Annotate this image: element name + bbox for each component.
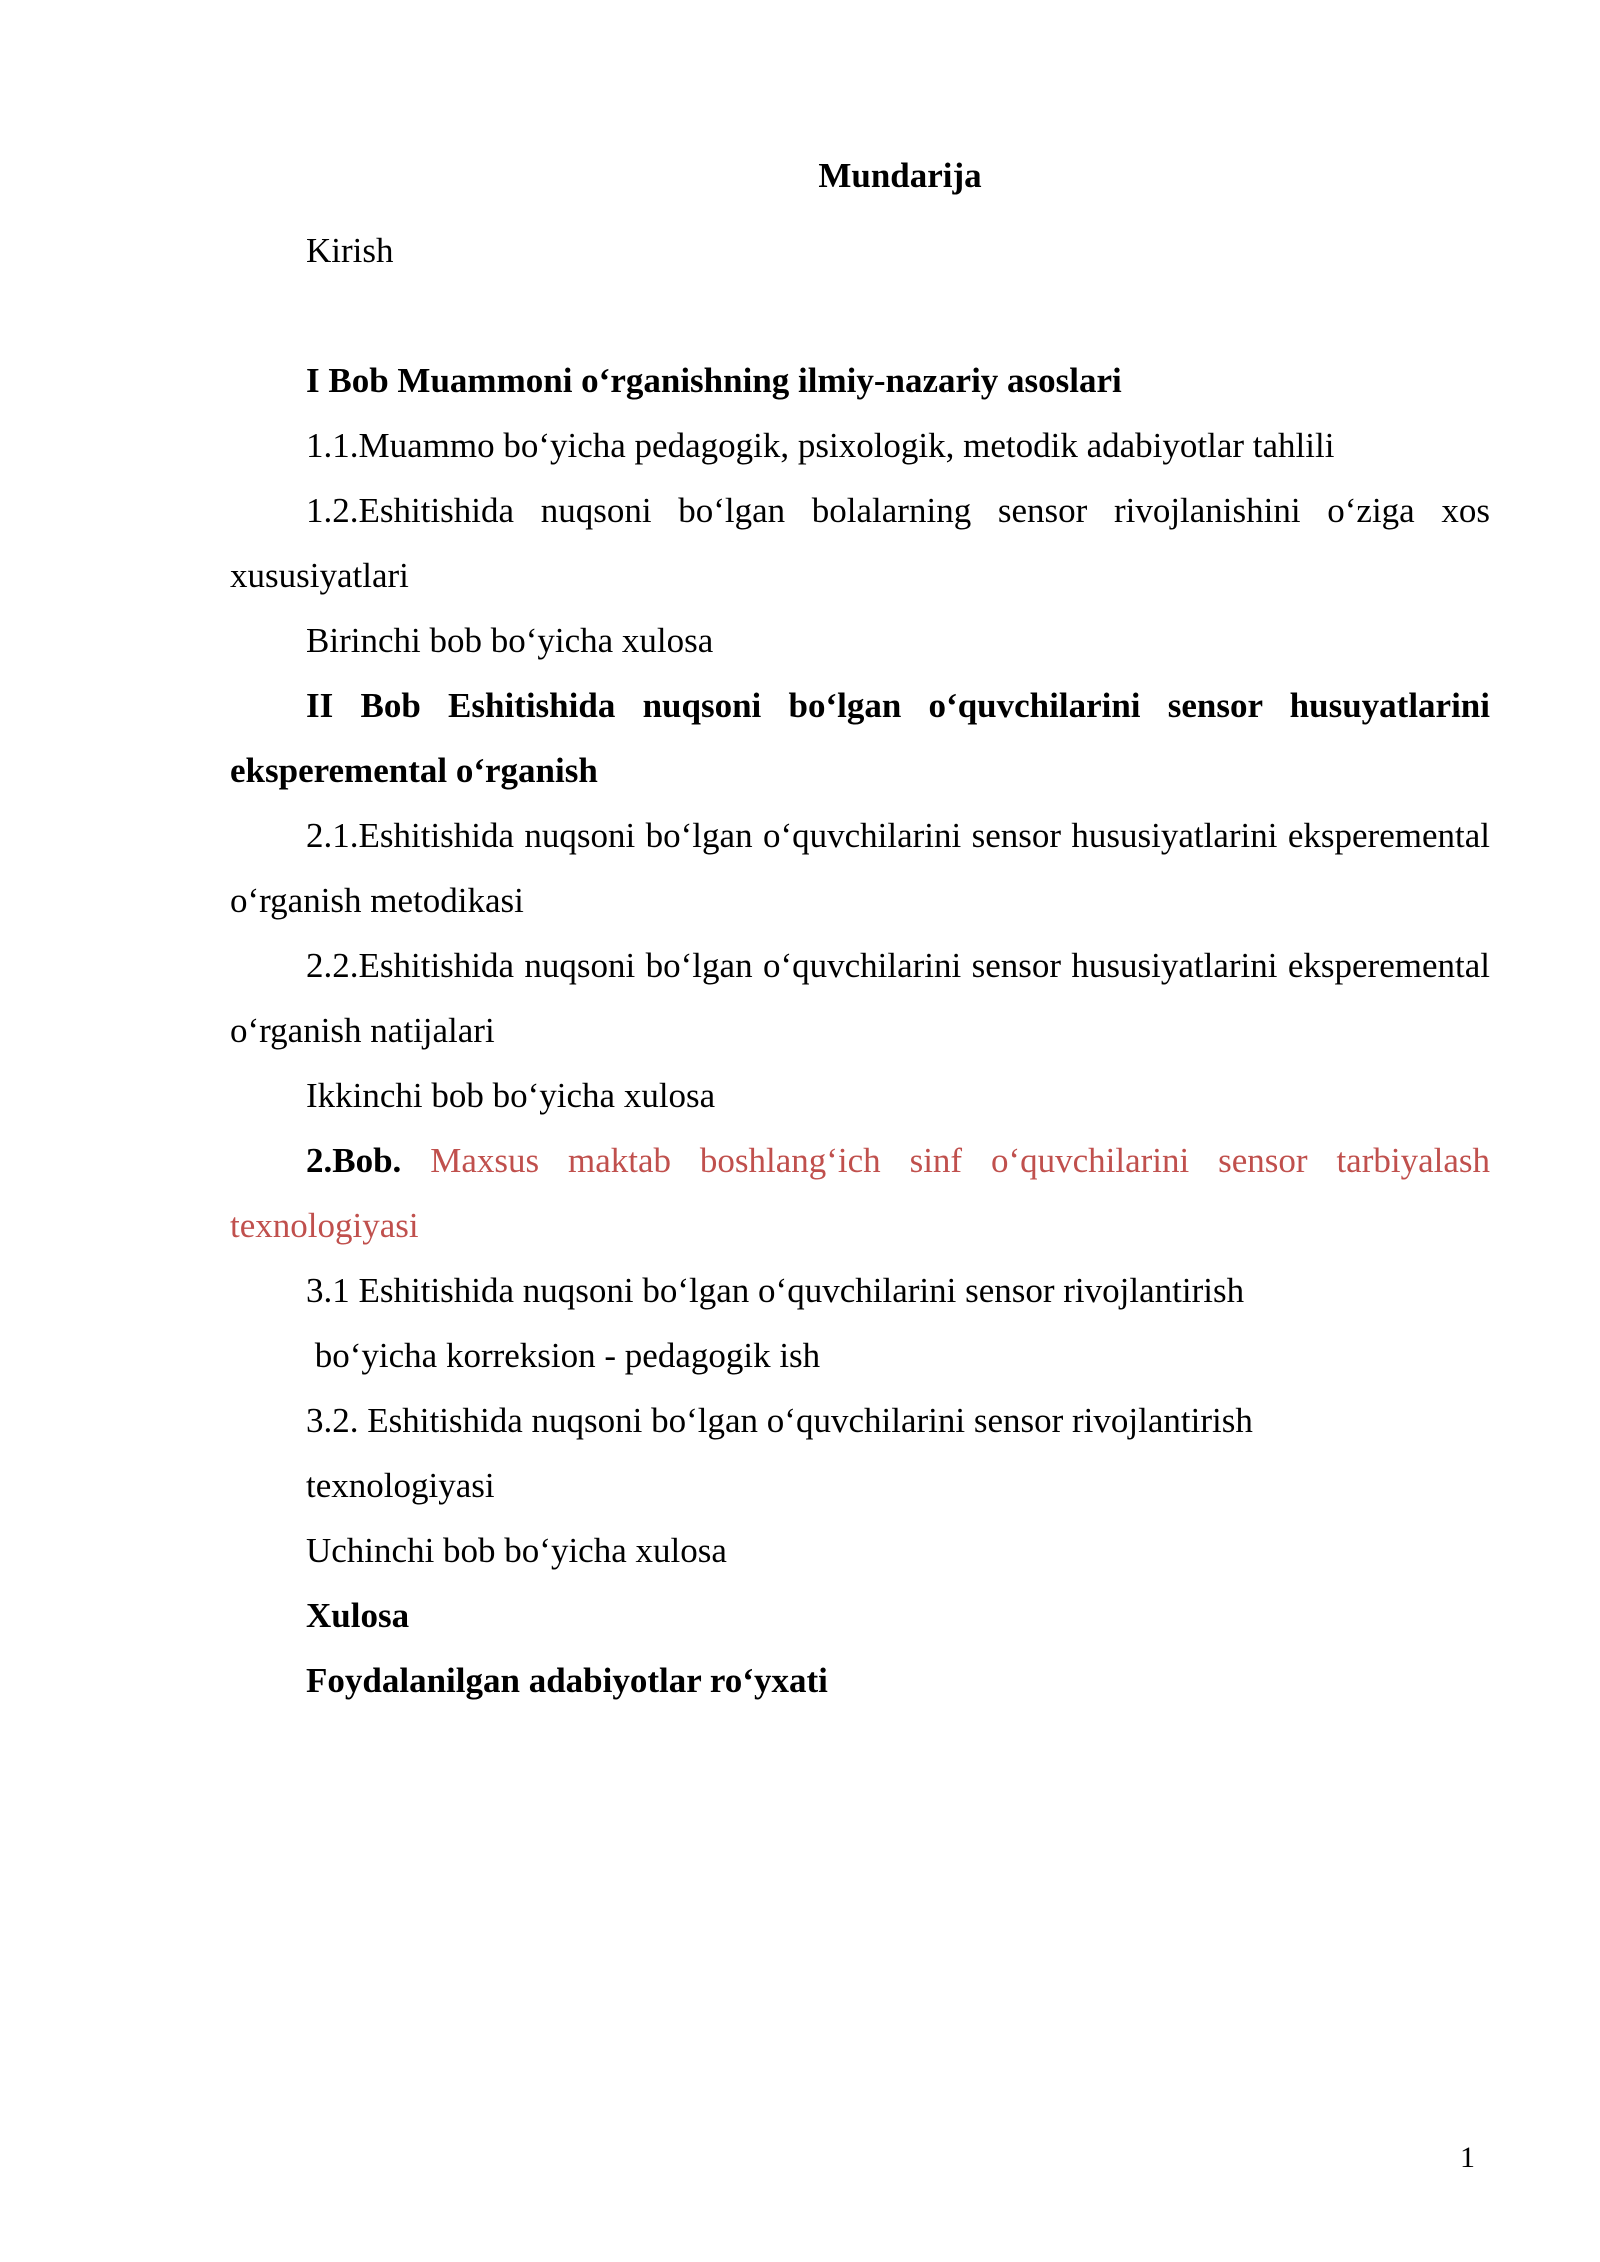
toc-entry-section-3-2-line-2: texnologiyasi [306,1466,495,1505]
toc-entry-section-3-2-line-1: 3.2. Eshitishida nuqsoni bo‘lgan o‘quvchilarini sensor rivojlantirish [306,1401,1253,1440]
toc-entry-chapter-1-conclusion: Birinchi bob bo‘yicha xulosa [306,621,714,660]
toc-entry-section-3-1-line-2: bo‘yicha korreksion - pedagogik ish [306,1336,821,1375]
toc-entry-introduction: Kirish [306,231,394,270]
toc-entry-section-1-1: 1.1.Muammo bo‘yicha pedagogik, psixologik, metodik adabiyotlar tahlili [306,426,1335,465]
toc-entry-chapter-2: II Bob Eshitishida nuqsoni bo‘lgan o‘quvchilarini sensor husuyatlarini eksperemental o‘rganish [230,686,1490,790]
toc-entry-chapter-3 [230,1128,1490,1258]
toc-entry-section-2-1: 2.1.Eshitishida nuqsoni bo‘lgan o‘quvchilarini sensor hususiyatlarini eksperemental o‘rganish metodikasi [230,816,1490,920]
page-title: Mundarija [818,156,982,195]
table-of-contents [230,218,1490,1713]
toc-entry-chapter-3-conclusion: Uchinchi bob bo‘yicha xulosa [306,1531,727,1570]
toc-entry-chapter-1: I Bob Muammoni o‘rganishning ilmiy-nazariy asoslari [306,361,1122,400]
toc-entry-section-3-1-line-1: 3.1 Eshitishida nuqsoni bo‘lgan o‘quvchilarini sensor rivojlantirish [306,1271,1245,1310]
page-number: 1 [1460,2141,1475,2174]
toc-entry-chapter-2-conclusion: Ikkinchi bob bo‘yicha xulosa [306,1076,716,1115]
chapter-3-title: Maxsus maktab boshlang‘ich sinf o‘quvchilarini sensor tarbiyalash texnologiyasi [230,1141,1490,1245]
toc-entry-references: Foydalanilgan adabiyotlar ro‘yxati [306,1661,828,1700]
toc-entry-conclusion: Xulosa [306,1596,410,1635]
toc-entry-section-1-2: 1.2.Eshitishida nuqsoni bo‘lgan bolalarning sensor rivojlanishini o‘ziga xos xususiyatlari [230,491,1490,595]
toc-entry-section-2-2: 2.2.Eshitishida nuqsoni bo‘lgan o‘quvchilarini sensor hususiyatlarini eksperemental o‘rganish natijalari [230,946,1490,1050]
chapter-3-prefix: 2.Bob. [306,1141,402,1180]
